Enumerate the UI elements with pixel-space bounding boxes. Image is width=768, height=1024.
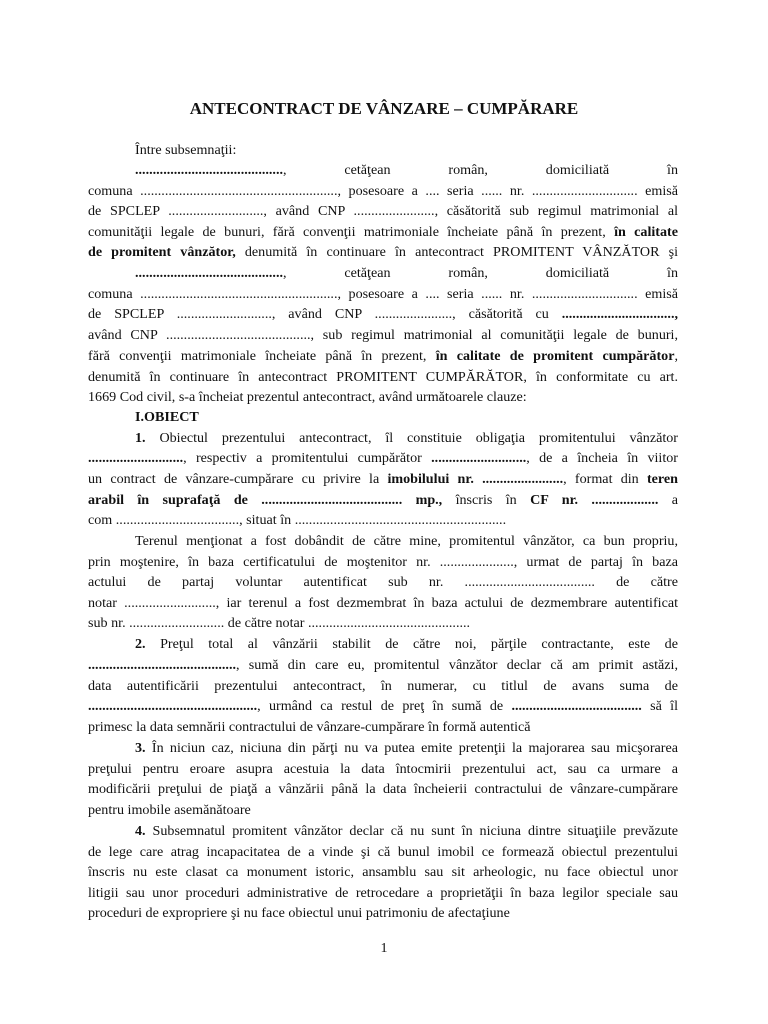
- bold-text: 2.: [135, 636, 146, 652]
- text-segment: , urmând ca restul de preţ în sumă de: [257, 698, 512, 714]
- bold-text: în calitate de promitent cumpărător: [435, 348, 675, 364]
- body-line: [88, 284, 678, 304]
- text-segment: având CNP ........................................., sub regimul matrimonial al comunităţii legale de bunuri,: [88, 327, 678, 343]
- body-line: [88, 552, 678, 572]
- body-line: [88, 510, 678, 530]
- body-line: [88, 759, 678, 779]
- body-line: [88, 883, 678, 903]
- text-segment: Între subsemnaţii:: [135, 142, 237, 158]
- body-line: [88, 779, 678, 799]
- bold-text: teren: [646, 471, 678, 487]
- bold-text: în calitate: [614, 224, 678, 240]
- text-segment: , sumă din care eu, promitentul vânzător declar că am primit astăzi,: [235, 657, 678, 673]
- bold-text: ................................,: [561, 306, 678, 322]
- text-segment: primesc la data semnării contractului de vânzare-cumpărare în formă autentică: [88, 719, 531, 735]
- body-line: [88, 862, 678, 882]
- body-line: [135, 428, 678, 448]
- body-line: [135, 160, 678, 180]
- text-segment: a: [658, 492, 678, 508]
- text-segment: denumită în continuare în antecontract PROMITENT CUMPĂRĂTOR, în conformitate cu art.: [88, 369, 678, 385]
- bold-text: 1.: [135, 430, 146, 446]
- body-line: [88, 367, 678, 387]
- body-line: [88, 696, 678, 716]
- bold-text: de promitent vânzător,: [88, 244, 236, 260]
- body-line: [88, 242, 678, 262]
- text-segment: preţului pentru eroare asupra acestuia la data întocmirii prezentului act, sau ca urmare a: [88, 761, 678, 777]
- body-line: [88, 572, 678, 592]
- body-line: [88, 222, 678, 242]
- text-segment: Preţul total al vânzării stabilit de către noi, părţile contractante, este de: [145, 636, 678, 652]
- text-segment: , respectiv a promitentului cumpărător: [183, 450, 432, 466]
- text-segment: de lege care atrag incapacitatea de a vinde şi că bunul imobil ce formează obiectul prezentului: [88, 844, 678, 860]
- text-segment: să îl: [641, 698, 678, 714]
- text-segment: prin moştenire, în baza certificatului de moştenitor nr. ....................., urmat de partaj în baza: [88, 554, 678, 570]
- body-line: [88, 842, 678, 862]
- body-line: [88, 346, 678, 366]
- bold-text: CF nr. ...................: [530, 492, 659, 508]
- text-segment: fără convenţii matrimoniale încheiate până în prezent,: [88, 348, 436, 364]
- bold-text: ..........................................: [88, 657, 236, 673]
- text-segment: proceduri de expropriere şi nu face obiectul unui patrimoniu de afectaţiune: [88, 905, 510, 921]
- body-line: [88, 800, 678, 820]
- bold-text: ...........................: [431, 450, 527, 466]
- body-line: [135, 531, 678, 551]
- bold-text: imobilului nr. .......................: [387, 471, 564, 487]
- bold-text: arabil în suprafaţă de ........................................ mp.,: [88, 492, 443, 508]
- body-line: [88, 903, 678, 923]
- bold-text: 4.: [135, 823, 146, 839]
- text-segment: denumită în continuare în antecontract PROMITENT VÂNZĂTOR şi: [235, 244, 678, 260]
- text-segment: modificării preţului de piaţă a vânzării până la data încheierii contractului de vânzare-cumpărare: [88, 781, 678, 797]
- body-line: [88, 655, 678, 675]
- text-segment: , format din: [563, 471, 647, 487]
- text-segment: comuna ........................................................, posesoare a .... seria ...... nr. .............................. emisă: [88, 183, 678, 199]
- bold-text: .....................................: [511, 698, 642, 714]
- text-segment: ,: [674, 348, 678, 364]
- body-line: [88, 490, 678, 510]
- page-number: 1: [380, 941, 388, 956]
- text-segment: În niciun caz, niciuna din părţi nu va putea emite pretenţii la majorarea sau micşorarea: [145, 740, 678, 756]
- body-line: [88, 613, 678, 633]
- body-line: [135, 821, 678, 841]
- body-line: [135, 738, 678, 758]
- body-line: [88, 717, 678, 737]
- body-line: [88, 325, 678, 345]
- text-segment: , cetăţean român, domiciliată în: [282, 162, 678, 178]
- text-segment: un contract de vânzare-cumpărare cu privire la: [88, 471, 388, 487]
- text-segment: înscris nu este clasat ca monument istoric, ansamblu sau sit arheologic, nu face obiectul unor: [88, 864, 678, 880]
- text-segment: , cetăţean român, domiciliată în: [282, 265, 678, 281]
- bold-text: I.OBIECT: [135, 409, 199, 425]
- bold-text: ..........................................: [135, 265, 283, 281]
- bold-text: ................................................: [88, 698, 258, 714]
- text-segment: 1669 Cod civil, s-a încheiat prezentul antecontract, având următoarele clauze:: [88, 389, 527, 405]
- text-segment: comuna ........................................................, posesoare a .... seria ...... nr. .............................. emisă: [88, 286, 678, 302]
- body-line: [88, 593, 678, 613]
- text-segment: de SPCLEP ..........................., având CNP ......................, căsătorită cu: [88, 306, 562, 322]
- body-line: [88, 469, 678, 489]
- text-segment: comunităţii legale de bunuri, fără convenţii matrimoniale încheiate până în prezent,: [88, 224, 615, 240]
- text-segment: pentru imobile asemănătoare: [88, 802, 251, 818]
- body-line: [135, 263, 678, 283]
- body-line: [88, 201, 678, 221]
- text-segment: de SPCLEP ..........................., având CNP ......................., căsătorită sub regimul matrimonial al: [88, 203, 678, 219]
- text-segment: actului de partaj voluntar autentificat sub nr. ..................................... de către: [88, 574, 678, 590]
- text-segment: sub nr. ........................... de către notar ..............................................: [88, 615, 471, 631]
- body-line: [135, 634, 678, 654]
- text-segment: Obiectul prezentului antecontract, îl constituie obligaţia promitentului vânzător: [145, 430, 678, 446]
- body-line: [88, 304, 678, 324]
- text-segment: data autentificării prezentului antecontract, în numerar, cu titlul de avans suma de: [88, 678, 678, 694]
- text-segment: com ..................................., situat în ............................................................: [88, 512, 507, 528]
- body-line: [88, 448, 678, 468]
- text-segment: înscris în: [442, 492, 531, 508]
- body-line: [88, 676, 678, 696]
- text-segment: Terenul menţionat a fost dobândit de către mine, promitentul vânzător, ca bun propriu,: [135, 533, 678, 549]
- body-line: [88, 181, 678, 201]
- text-segment: litigii sau unor proceduri administrative de retrocedare a proprietăţii în baza legilor speciale sau: [88, 885, 678, 901]
- text-segment: notar .........................., iar terenul a fost dezmembrat în baza actului de dezmembrare autentificat: [88, 595, 678, 611]
- body-line: [135, 407, 678, 427]
- body-line: [88, 387, 678, 407]
- bold-text: ...........................: [88, 450, 184, 466]
- body-line: [135, 140, 678, 160]
- text-segment: , de a încheia în viitor: [526, 450, 678, 466]
- bold-text: ..........................................: [135, 162, 283, 178]
- text-segment: Subsemnatul promitent vânzător declar că nu sunt în niciuna dintre situaţiile prevăzute: [145, 823, 678, 839]
- document-title: ANTECONTRACT DE VÂNZARE – CUMPĂRARE: [189, 99, 579, 118]
- bold-text: 3.: [135, 740, 146, 756]
